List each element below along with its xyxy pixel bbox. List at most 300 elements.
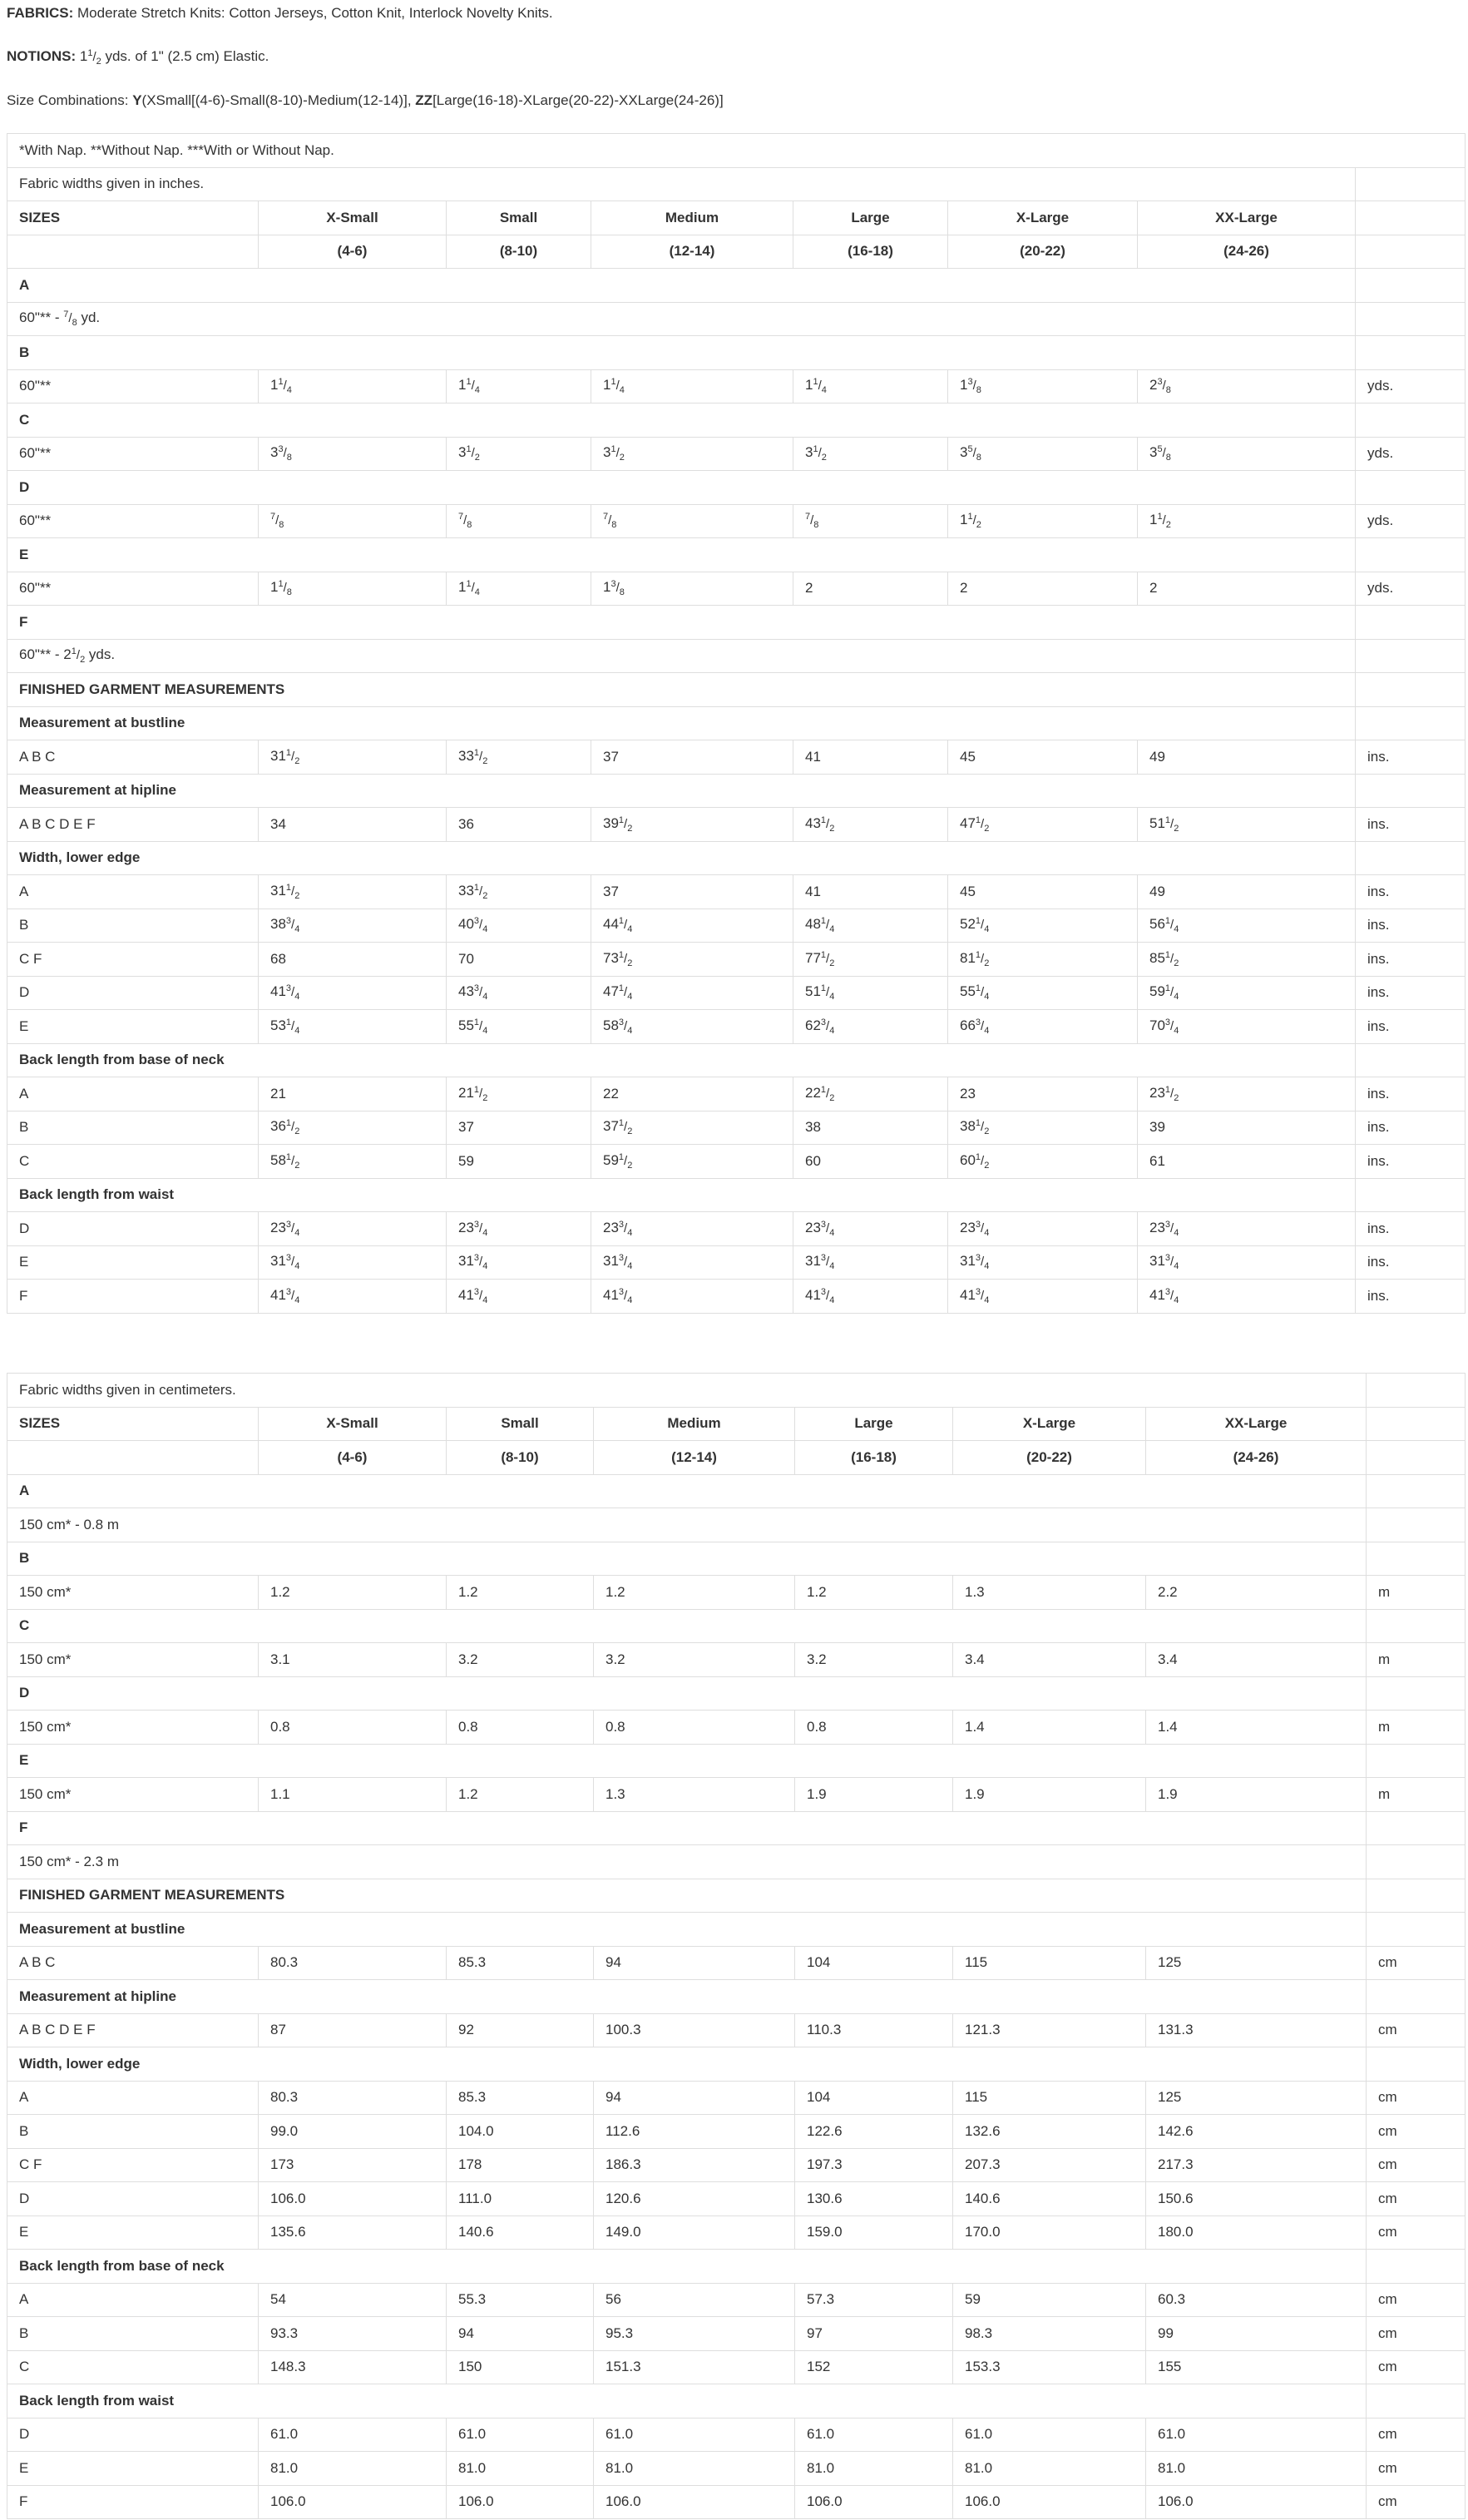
section-row — [7, 2250, 1466, 2284]
row-label: A B C — [7, 740, 259, 775]
value-cell: 57.3 — [795, 2283, 953, 2317]
row-label: C F — [7, 2148, 259, 2182]
value-cell: 81.0 — [1146, 2452, 1367, 2486]
value-cell: 55.3 — [447, 2283, 594, 2317]
value-cell: 37 — [447, 1111, 591, 1145]
value-cell: 149.0 — [594, 2216, 795, 2250]
value-cell: 100.3 — [594, 2013, 795, 2047]
value-cell: 217.3 — [1146, 2148, 1367, 2182]
value-cell: 94 — [594, 1946, 795, 1980]
value-cell: $38^3/_4$ — [259, 908, 447, 943]
value-cell: 37 — [591, 875, 793, 909]
row-label: D — [7, 2182, 259, 2216]
blank-cell — [1367, 1676, 1466, 1711]
table-row — [7, 1643, 1466, 1677]
value-cell: $23^3/_4$ — [948, 1212, 1138, 1246]
unit-cell: ins. — [1356, 1010, 1466, 1044]
value-cell: 106.0 — [259, 2485, 447, 2519]
value-cell: $23^3/_4$ — [1138, 1212, 1356, 1246]
unit-cell: ins. — [1356, 1111, 1466, 1145]
caption-row — [7, 167, 1466, 201]
yardage-row — [7, 1508, 1466, 1542]
value-cell: $41^3/_4$ — [948, 1280, 1138, 1314]
row-label: E — [7, 1245, 259, 1280]
row-label: C — [7, 1145, 259, 1179]
value-cell: $40^3/_4$ — [447, 908, 591, 943]
value-cell: 104 — [795, 2081, 953, 2115]
value-cell: $41^3/_4$ — [591, 1280, 793, 1314]
value-cell: 135.6 — [259, 2216, 447, 2250]
value-cell: $31^3/_4$ — [1138, 1245, 1356, 1280]
section-row — [7, 774, 1466, 808]
row-label: E — [7, 2216, 259, 2250]
value-cell: $1^1/_2$ — [948, 504, 1138, 538]
value-cell: 207.3 — [953, 2148, 1146, 2182]
value-cell: $39^1/_2$ — [591, 808, 793, 842]
value-cell: 159.0 — [795, 2216, 953, 2250]
row-label: 150 cm* — [7, 1711, 259, 1745]
value-cell: 142.6 — [1146, 2115, 1367, 2149]
fabrics-text: Moderate Stretch Knits: Cotton Jerseys, Cotton Knit, Interlock Novelty Knits. — [77, 5, 553, 21]
table-row — [7, 504, 1466, 538]
size-header: Small — [447, 201, 591, 235]
value-cell: 1.4 — [1146, 1711, 1367, 1745]
size-header: Small — [447, 1407, 594, 1441]
row-label: 60"** — [7, 504, 259, 538]
size-range: (16-18) — [793, 235, 948, 269]
value-cell: $44^1/_4$ — [591, 908, 793, 943]
value-cell: 54 — [259, 2283, 447, 2317]
size-combinations-line — [7, 92, 724, 109]
value-cell: $3^3/_8$ — [259, 437, 447, 471]
blank-cell — [1367, 1609, 1466, 1643]
value-cell: $56^1/_4$ — [1138, 908, 1356, 943]
unit-cell: ins. — [1356, 1245, 1466, 1280]
table-row — [7, 2350, 1466, 2384]
size-range-row — [7, 235, 1466, 269]
row-label: C F — [7, 943, 259, 977]
blank-cell — [1367, 1474, 1466, 1508]
blank-cell — [1367, 1542, 1466, 1576]
yardage-text: 60"** - $^7/_8$ yd. — [7, 302, 1356, 336]
value-cell: $36^1/_2$ — [259, 1111, 447, 1145]
value-cell: $23^3/_4$ — [793, 1212, 948, 1246]
row-label: A — [7, 2081, 259, 2115]
notions-line — [7, 48, 269, 67]
row-label: D — [7, 976, 259, 1010]
value-cell: $21^1/_2$ — [447, 1077, 591, 1111]
value-cell: 1.2 — [447, 1576, 594, 1610]
value-cell: 1.9 — [953, 1778, 1146, 1812]
row-label: F — [7, 1280, 259, 1314]
value-cell: 21 — [259, 1077, 447, 1111]
value-cell: $31^3/_4$ — [259, 1245, 447, 1280]
value-cell: $58^3/_4$ — [591, 1010, 793, 1044]
size-header: X-Small — [259, 1407, 447, 1441]
blank-cell — [1367, 1980, 1466, 2014]
value-cell: $51^1/_4$ — [793, 976, 948, 1010]
unit-cell: ins. — [1356, 740, 1466, 775]
value-cell: $^7/_8$ — [259, 504, 447, 538]
blank-cell — [1367, 1407, 1466, 1441]
size-range: (8-10) — [447, 235, 591, 269]
value-cell: 173 — [259, 2148, 447, 2182]
value-cell: 1.3 — [594, 1778, 795, 1812]
section-row — [7, 841, 1466, 875]
value-cell: 2 — [948, 572, 1138, 606]
size-header: Medium — [591, 201, 793, 235]
value-cell: $55^1/_4$ — [447, 1010, 591, 1044]
unit-cell: m — [1367, 1778, 1466, 1812]
table-row — [7, 2081, 1466, 2115]
section-heading: B — [7, 336, 1356, 370]
value-cell: 121.3 — [953, 2013, 1146, 2047]
value-cell: $70^3/_4$ — [1138, 1010, 1356, 1044]
size-range: (8-10) — [447, 1441, 594, 1475]
table-row — [7, 1245, 1466, 1280]
value-cell: $23^1/_2$ — [1138, 1077, 1356, 1111]
table-row — [7, 1711, 1466, 1745]
row-label: A — [7, 1077, 259, 1111]
value-cell: 3.4 — [1146, 1643, 1367, 1677]
unit-cell: ins. — [1356, 1077, 1466, 1111]
value-cell: $41^3/_4$ — [259, 1280, 447, 1314]
size-range: (12-14) — [591, 235, 793, 269]
table-row — [7, 1077, 1466, 1111]
value-cell: 41 — [793, 740, 948, 775]
table-row — [7, 908, 1466, 943]
table-row — [7, 2013, 1466, 2047]
value-cell: $53^1/_4$ — [259, 1010, 447, 1044]
unit-cell: cm — [1367, 2115, 1466, 2149]
value-cell: $^7/_8$ — [793, 504, 948, 538]
value-cell: $58^1/_2$ — [259, 1145, 447, 1179]
value-cell: 140.6 — [447, 2216, 594, 2250]
row-label: B — [7, 908, 259, 943]
unit-cell: cm — [1367, 2013, 1466, 2047]
value-cell: 3.4 — [953, 1643, 1146, 1677]
row-label: C — [7, 2350, 259, 2384]
value-cell: 0.8 — [594, 1711, 795, 1745]
value-cell: $55^1/_4$ — [948, 976, 1138, 1010]
value-cell: 23 — [948, 1077, 1138, 1111]
blank-cell — [1367, 2250, 1466, 2284]
value-cell: $41^3/_4$ — [793, 1280, 948, 1314]
sizes-header-row — [7, 1407, 1466, 1441]
section-heading: A — [7, 1474, 1367, 1508]
section-row — [7, 673, 1466, 707]
value-cell: 68 — [259, 943, 447, 977]
section-heading: D — [7, 1676, 1367, 1711]
table-row — [7, 2115, 1466, 2149]
section-row — [7, 2384, 1466, 2419]
table-row — [7, 572, 1466, 606]
value-cell: 97 — [795, 2317, 953, 2351]
value-cell: 155 — [1146, 2350, 1367, 2384]
section-row — [7, 1811, 1466, 1845]
value-cell: $60^1/_2$ — [948, 1145, 1138, 1179]
value-cell: 99 — [1146, 2317, 1367, 2351]
value-cell: 120.6 — [594, 2182, 795, 2216]
table-row — [7, 740, 1466, 775]
size-header: X-Large — [953, 1407, 1146, 1441]
value-cell: 34 — [259, 808, 447, 842]
size-range: (20-22) — [953, 1441, 1146, 1475]
table-row — [7, 943, 1466, 977]
section-row — [7, 1474, 1466, 1508]
size-header: XX-Large — [1146, 1407, 1367, 1441]
value-cell: 197.3 — [795, 2148, 953, 2182]
value-cell: 61.0 — [795, 2418, 953, 2452]
unit-cell: m — [1367, 1576, 1466, 1610]
value-cell: $77^1/_2$ — [793, 943, 948, 977]
table-row — [7, 1145, 1466, 1179]
value-cell: $41^3/_4$ — [1138, 1280, 1356, 1314]
value-cell: $47^1/_2$ — [948, 808, 1138, 842]
value-cell: 1.2 — [795, 1576, 953, 1610]
value-cell: $31^3/_4$ — [948, 1245, 1138, 1280]
table-row — [7, 976, 1466, 1010]
section-heading: A — [7, 269, 1356, 303]
value-cell: 186.3 — [594, 2148, 795, 2182]
value-cell: $37^1/_2$ — [591, 1111, 793, 1145]
unit-cell: ins. — [1356, 808, 1466, 842]
unit-cell: cm — [1367, 2350, 1466, 2384]
value-cell: 61.0 — [1146, 2418, 1367, 2452]
section-row — [7, 1913, 1466, 1947]
value-cell: 2.2 — [1146, 1576, 1367, 1610]
section-heading: F — [7, 606, 1356, 640]
section-heading: D — [7, 471, 1356, 505]
value-cell: 104.0 — [447, 2115, 594, 2149]
table-row — [7, 2418, 1466, 2452]
blank-cell — [1367, 1508, 1466, 1542]
value-cell: 45 — [948, 740, 1138, 775]
value-cell: $51^1/_2$ — [1138, 808, 1356, 842]
section-row — [7, 1609, 1466, 1643]
unit-cell: ins. — [1356, 908, 1466, 943]
blank-cell — [1367, 2047, 1466, 2082]
sizes-label: SIZES — [7, 1407, 259, 1441]
value-cell: 60.3 — [1146, 2283, 1367, 2317]
blank-cell — [1367, 1879, 1466, 1913]
section-heading: Measurement at bustline — [7, 1913, 1367, 1947]
section-row — [7, 1178, 1466, 1212]
value-cell: 180.0 — [1146, 2216, 1367, 2250]
size-combo-zz-text: [Large(16-18)-XLarge(20-22)-XXLarge(24-26)] — [432, 92, 724, 108]
row-label: A — [7, 875, 259, 909]
value-cell: $23^3/_4$ — [591, 1212, 793, 1246]
value-cell: 104 — [795, 1946, 953, 1980]
section-row — [7, 471, 1466, 505]
value-cell: 106.0 — [594, 2485, 795, 2519]
table-row — [7, 875, 1466, 909]
yardage-row — [7, 1845, 1466, 1879]
section-row — [7, 538, 1466, 572]
table-row — [7, 2485, 1466, 2519]
value-cell: 152 — [795, 2350, 953, 2384]
value-cell: $1^1/_2$ — [1138, 504, 1356, 538]
value-cell: $43^1/_2$ — [793, 808, 948, 842]
value-cell: $3^5/_8$ — [1138, 437, 1356, 471]
value-cell: $1^1/_4$ — [259, 369, 447, 403]
notions-text: $1^1/_2$ yds. of 1" (2.5 cm) Elastic. — [79, 48, 269, 67]
value-cell: $33^1/_2$ — [447, 740, 591, 775]
value-cell: 85.3 — [447, 1946, 594, 1980]
value-cell: 92 — [447, 2013, 594, 2047]
value-cell: 131.3 — [1146, 2013, 1367, 2047]
value-cell: 2 — [793, 572, 948, 606]
blank-cell — [1367, 1913, 1466, 1947]
value-cell: 59 — [953, 2283, 1146, 2317]
blank-cell — [1356, 336, 1466, 370]
table-row — [7, 2182, 1466, 2216]
row-label: D — [7, 2418, 259, 2452]
value-cell: 95.3 — [594, 2317, 795, 2351]
row-label: 150 cm* — [7, 1576, 259, 1610]
value-cell: $1^1/_4$ — [793, 369, 948, 403]
value-cell: 45 — [948, 875, 1138, 909]
blank-cell — [7, 1441, 259, 1475]
value-cell: 148.3 — [259, 2350, 447, 2384]
unit-cell: ins. — [1356, 1280, 1466, 1314]
size-header: Large — [793, 201, 948, 235]
unit-cell: ins. — [1356, 976, 1466, 1010]
value-cell: 61.0 — [953, 2418, 1146, 2452]
value-cell: 110.3 — [795, 2013, 953, 2047]
value-cell: 1.2 — [259, 1576, 447, 1610]
value-cell: $1^1/_4$ — [591, 369, 793, 403]
section-heading: Back length from waist — [7, 1178, 1356, 1212]
value-cell: 122.6 — [795, 2115, 953, 2149]
value-cell: 3.2 — [594, 1643, 795, 1677]
blank-cell — [1356, 471, 1466, 505]
value-cell: 3.2 — [447, 1643, 594, 1677]
caption-row — [7, 1374, 1466, 1408]
unit-cell: cm — [1367, 2317, 1466, 2351]
section-heading: E — [7, 1744, 1367, 1778]
table-row — [7, 1778, 1466, 1812]
value-cell: $31^1/_2$ — [259, 875, 447, 909]
value-cell: 151.3 — [594, 2350, 795, 2384]
value-cell: $1^1/_4$ — [447, 369, 591, 403]
value-cell: $1^3/_8$ — [948, 369, 1138, 403]
table-row — [7, 2317, 1466, 2351]
value-cell: 37 — [591, 740, 793, 775]
value-cell: 125 — [1146, 2081, 1367, 2115]
section-heading: Measurement at hipline — [7, 774, 1356, 808]
value-cell: 130.6 — [795, 2182, 953, 2216]
section-row — [7, 2047, 1466, 2082]
value-cell: $59^1/_2$ — [591, 1145, 793, 1179]
size-range: (4-6) — [259, 1441, 447, 1475]
yardage-text: 150 cm* - 2.3 m — [7, 1845, 1367, 1879]
section-row — [7, 1542, 1466, 1576]
value-cell: 1.1 — [259, 1778, 447, 1812]
value-cell: 106.0 — [795, 2485, 953, 2519]
value-cell: $1^1/_8$ — [259, 572, 447, 606]
value-cell: $41^3/_4$ — [447, 1280, 591, 1314]
unit-cell: cm — [1367, 2283, 1466, 2317]
value-cell: 98.3 — [953, 2317, 1146, 2351]
value-cell: 60 — [793, 1145, 948, 1179]
value-cell: 1.2 — [594, 1576, 795, 1610]
row-label: A — [7, 2283, 259, 2317]
unit-cell: cm — [1367, 2216, 1466, 2250]
value-cell: 1.4 — [953, 1711, 1146, 1745]
value-cell: $3^5/_8$ — [948, 437, 1138, 471]
value-cell: 94 — [594, 2081, 795, 2115]
value-cell: 112.6 — [594, 2115, 795, 2149]
table-row — [7, 2283, 1466, 2317]
size-header: XX-Large — [1138, 201, 1356, 235]
value-cell: $^7/_8$ — [591, 504, 793, 538]
table-row — [7, 808, 1466, 842]
blank-cell — [1356, 673, 1466, 707]
blank-cell — [1356, 639, 1466, 673]
unit-cell: cm — [1367, 2148, 1466, 2182]
section-row — [7, 706, 1466, 740]
row-label: B — [7, 2115, 259, 2149]
value-cell: 99.0 — [259, 2115, 447, 2149]
unit-cell: yds. — [1356, 572, 1466, 606]
section-heading: Back length from base of neck — [7, 1043, 1356, 1077]
value-cell: 49 — [1138, 740, 1356, 775]
unit-cell: m — [1367, 1711, 1466, 1745]
value-cell: 106.0 — [953, 2485, 1146, 2519]
value-cell: $31^3/_4$ — [793, 1245, 948, 1280]
section-heading: Back length from base of neck — [7, 2250, 1367, 2284]
value-cell: 3.2 — [795, 1643, 953, 1677]
value-cell: 178 — [447, 2148, 594, 2182]
notions-label: NOTIONS: — [7, 48, 77, 64]
yardage-text: 150 cm* - 0.8 m — [7, 1508, 1367, 1542]
value-cell: 93.3 — [259, 2317, 447, 2351]
value-cell: 70 — [447, 943, 591, 977]
nap-note-row — [7, 134, 1466, 168]
section-heading: B — [7, 1542, 1367, 1576]
imperial-yardage-table — [7, 133, 1466, 1314]
row-label: 150 cm* — [7, 1778, 259, 1812]
yardage-row — [7, 302, 1466, 336]
blank-cell — [1356, 269, 1466, 303]
value-cell: 85.3 — [447, 2081, 594, 2115]
value-cell: $73^1/_2$ — [591, 943, 793, 977]
value-cell: $31^1/_2$ — [259, 740, 447, 775]
unit-cell: yds. — [1356, 437, 1466, 471]
row-label: A B C D E F — [7, 808, 259, 842]
value-cell: 1.2 — [447, 1778, 594, 1812]
size-header: X-Large — [948, 201, 1138, 235]
row-label: A B C D E F — [7, 2013, 259, 2047]
value-cell: 1.9 — [1146, 1778, 1367, 1812]
value-cell: 106.0 — [1146, 2485, 1367, 2519]
value-cell: 61.0 — [447, 2418, 594, 2452]
value-cell: $47^1/_4$ — [591, 976, 793, 1010]
size-header: Medium — [594, 1407, 795, 1441]
table-row — [7, 1576, 1466, 1610]
value-cell: 106.0 — [447, 2485, 594, 2519]
row-label: 60"** — [7, 437, 259, 471]
section-row — [7, 336, 1466, 370]
section-row — [7, 1879, 1466, 1913]
section-heading: Width, lower edge — [7, 841, 1356, 875]
row-label: B — [7, 2317, 259, 2351]
metric-yardage-table — [7, 1373, 1466, 2519]
table-row — [7, 2216, 1466, 2250]
fabrics-line — [7, 5, 553, 22]
size-range-row — [7, 1441, 1466, 1475]
